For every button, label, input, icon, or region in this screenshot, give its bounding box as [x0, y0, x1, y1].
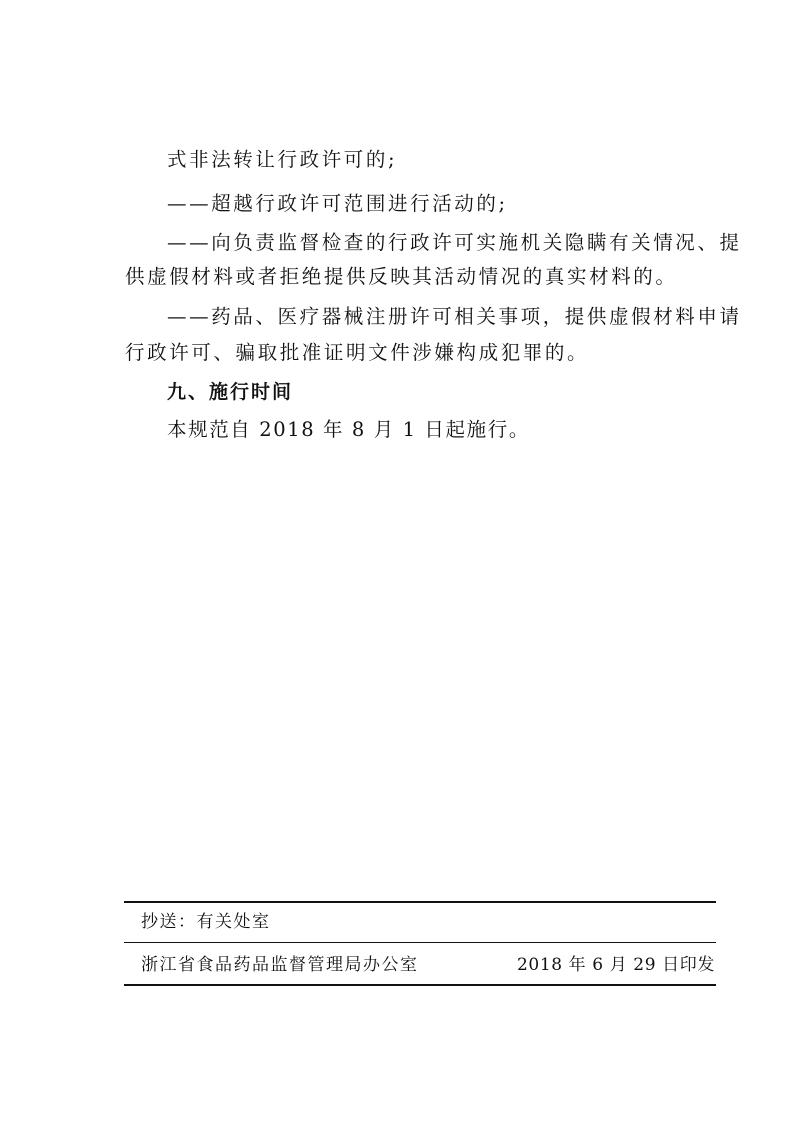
paragraph-line-6: 行政许可、骗取批准证明文件涉嫌构成犯罪的。 [125, 341, 590, 364]
section-body: 本规范自 2018 年 8 月 1 日起施行。 [167, 418, 530, 441]
section-heading: 九、施行时间 [167, 381, 294, 403]
footer-middle-rule [124, 942, 716, 943]
issuer-name: 浙江省食品药品监督管理局办公室 [141, 955, 419, 975]
paragraph-line-3: ——向负责监督检查的行政许可实施机关隐瞒有关情况、提 [167, 231, 742, 254]
footer-top-rule [124, 901, 716, 903]
paragraph-line-2: ——超越行政许可范围进行活动的; [167, 192, 508, 215]
paragraph-line-1: 式非法转让行政许可的; [167, 148, 398, 171]
paragraph-line-5: ——药品、医疗器械注册许可相关事项，提供虚假材料申请 [167, 305, 742, 328]
issue-date: 2018 年 6 月 29 日印发 [517, 955, 715, 975]
footer-bottom-rule [124, 984, 716, 986]
cc-line: 抄送：有关处室 [141, 912, 271, 932]
paragraph-line-4: 供虚假材料或者拒绝提供反映其活动情况的真实材料的。 [125, 265, 678, 288]
